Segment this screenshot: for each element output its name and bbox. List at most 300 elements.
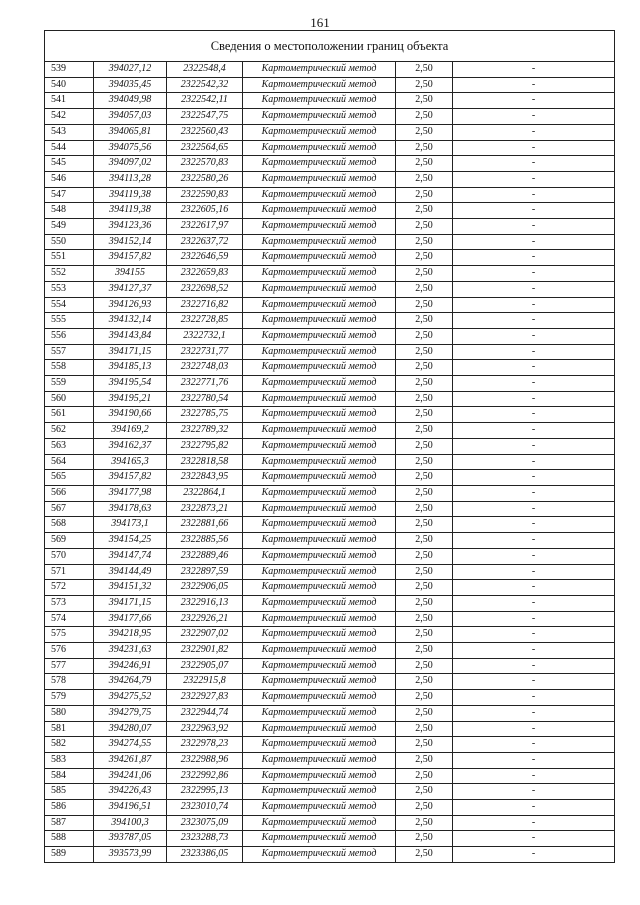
table-row [45,595,615,611]
accuracy-cell: 2,50 [396,124,453,140]
point-number-cell: 556 [45,328,94,344]
accuracy-cell: 2,50 [396,674,453,690]
y-coordinate-cell: 2322795,82 [167,438,243,454]
table-row [45,250,615,266]
note-cell: - [453,171,615,187]
method-cell: Картометрический метод [243,501,396,517]
x-coordinate-cell: 394154,25 [94,533,167,549]
note-cell: - [453,721,615,737]
accuracy-cell: 2,50 [396,203,453,219]
table-row [45,344,615,360]
method-cell: Картометрический метод [243,768,396,784]
x-coordinate-cell: 394035,45 [94,77,167,93]
accuracy-cell: 2,50 [396,219,453,235]
note-cell: - [453,737,615,753]
method-cell: Картометрический метод [243,140,396,156]
table-row [45,281,615,297]
note-cell: - [453,658,615,674]
method-cell: Картометрический метод [243,376,396,392]
point-number-cell: 572 [45,580,94,596]
accuracy-cell: 2,50 [396,721,453,737]
y-coordinate-cell: 2322785,75 [167,407,243,423]
point-number-cell: 560 [45,391,94,407]
accuracy-cell: 2,50 [396,595,453,611]
method-cell: Картометрический метод [243,156,396,172]
point-number-cell: 546 [45,171,94,187]
y-coordinate-cell: 2322915,8 [167,674,243,690]
boundary-coordinates-table [44,30,615,863]
y-coordinate-cell: 2322605,16 [167,203,243,219]
note-cell: - [453,281,615,297]
x-coordinate-cell: 394231,63 [94,643,167,659]
y-coordinate-cell: 2322901,82 [167,643,243,659]
x-coordinate-cell: 394155 [94,266,167,282]
table-row [45,407,615,423]
y-coordinate-cell: 2322944,74 [167,705,243,721]
method-cell: Картометрический метод [243,737,396,753]
table-row [45,737,615,753]
point-number-cell: 589 [45,847,94,863]
table-row [45,77,615,93]
note-cell: - [453,62,615,78]
note-cell: - [453,140,615,156]
table-row [45,831,615,847]
table-row [45,470,615,486]
method-cell: Картометрический метод [243,815,396,831]
note-cell: - [453,454,615,470]
note-cell: - [453,815,615,831]
y-coordinate-cell: 2322771,76 [167,376,243,392]
x-coordinate-cell: 394178,63 [94,501,167,517]
point-number-cell: 586 [45,800,94,816]
table-row [45,187,615,203]
point-number-cell: 568 [45,517,94,533]
y-coordinate-cell: 2322897,59 [167,564,243,580]
x-coordinate-cell: 394027,12 [94,62,167,78]
note-cell: - [453,768,615,784]
accuracy-cell: 2,50 [396,533,453,549]
accuracy-cell: 2,50 [396,109,453,125]
note-cell: - [453,564,615,580]
note-cell: - [453,407,615,423]
table-row [45,752,615,768]
table-row [45,815,615,831]
note-cell: - [453,533,615,549]
method-cell: Картометрический метод [243,595,396,611]
method-cell: Картометрический метод [243,580,396,596]
x-coordinate-cell: 394196,51 [94,800,167,816]
point-number-cell: 584 [45,768,94,784]
accuracy-cell: 2,50 [396,281,453,297]
note-cell: - [453,376,615,392]
table-row [45,501,615,517]
table-title: Сведения о местоположении границ объекта [45,31,615,62]
x-coordinate-cell: 394264,79 [94,674,167,690]
y-coordinate-cell: 2322926,21 [167,611,243,627]
method-cell: Картометрический метод [243,391,396,407]
table-row [45,485,615,501]
method-cell: Картометрический метод [243,109,396,125]
x-coordinate-cell: 394279,75 [94,705,167,721]
point-number-cell: 563 [45,438,94,454]
accuracy-cell: 2,50 [396,187,453,203]
point-number-cell: 578 [45,674,94,690]
y-coordinate-cell: 2322542,32 [167,77,243,93]
accuracy-cell: 2,50 [396,234,453,250]
method-cell: Картометрический метод [243,187,396,203]
note-cell: - [453,674,615,690]
table-row [45,297,615,313]
table-row [45,627,615,643]
note-cell: - [453,313,615,329]
accuracy-cell: 2,50 [396,611,453,627]
y-coordinate-cell: 2322548,4 [167,62,243,78]
method-cell: Картометрический метод [243,721,396,737]
table-row [45,376,615,392]
method-cell: Картометрический метод [243,705,396,721]
method-cell: Картометрический метод [243,360,396,376]
x-coordinate-cell: 394261,87 [94,752,167,768]
point-number-cell: 566 [45,485,94,501]
accuracy-cell: 2,50 [396,470,453,486]
method-cell: Картометрический метод [243,438,396,454]
accuracy-cell: 2,50 [396,627,453,643]
y-coordinate-cell: 2322906,05 [167,580,243,596]
x-coordinate-cell: 394275,52 [94,690,167,706]
x-coordinate-cell: 394127,37 [94,281,167,297]
y-coordinate-cell: 2322916,13 [167,595,243,611]
y-coordinate-cell: 2322864,1 [167,485,243,501]
x-coordinate-cell: 394123,36 [94,219,167,235]
method-cell: Картометрический метод [243,548,396,564]
y-coordinate-cell: 2322978,23 [167,737,243,753]
table-row [45,171,615,187]
y-coordinate-cell: 2322988,96 [167,752,243,768]
note-cell: - [453,784,615,800]
point-number-cell: 554 [45,297,94,313]
accuracy-cell: 2,50 [396,328,453,344]
method-cell: Картометрический метод [243,344,396,360]
y-coordinate-cell: 2322716,82 [167,297,243,313]
y-coordinate-cell: 2322881,66 [167,517,243,533]
method-cell: Картометрический метод [243,328,396,344]
x-coordinate-cell: 394151,32 [94,580,167,596]
method-cell: Картометрический метод [243,454,396,470]
x-coordinate-cell: 394097,02 [94,156,167,172]
accuracy-cell: 2,50 [396,313,453,329]
y-coordinate-cell: 2322564,65 [167,140,243,156]
accuracy-cell: 2,50 [396,847,453,863]
point-number-cell: 588 [45,831,94,847]
y-coordinate-cell: 2322728,85 [167,313,243,329]
note-cell: - [453,548,615,564]
point-number-cell: 562 [45,423,94,439]
note-cell: - [453,391,615,407]
note-cell: - [453,847,615,863]
x-coordinate-cell: 394218,95 [94,627,167,643]
table-row [45,203,615,219]
point-number-cell: 583 [45,752,94,768]
note-cell: - [453,77,615,93]
accuracy-cell: 2,50 [396,344,453,360]
y-coordinate-cell: 2322580,26 [167,171,243,187]
method-cell: Картометрический метод [243,564,396,580]
x-coordinate-cell: 394126,93 [94,297,167,313]
table-row [45,800,615,816]
accuracy-cell: 2,50 [396,517,453,533]
accuracy-cell: 2,50 [396,93,453,109]
method-cell: Картометрический метод [243,831,396,847]
point-number-cell: 548 [45,203,94,219]
y-coordinate-cell: 2322992,86 [167,768,243,784]
table-row [45,548,615,564]
accuracy-cell: 2,50 [396,815,453,831]
table-row [45,580,615,596]
point-number-cell: 565 [45,470,94,486]
note-cell: - [453,109,615,125]
note-cell: - [453,250,615,266]
note-cell: - [453,595,615,611]
y-coordinate-cell: 2322570,83 [167,156,243,172]
method-cell: Картометрический метод [243,62,396,78]
x-coordinate-cell: 393787,05 [94,831,167,847]
y-coordinate-cell: 2322646,59 [167,250,243,266]
point-number-cell: 581 [45,721,94,737]
note-cell: - [453,752,615,768]
method-cell: Картометрический метод [243,124,396,140]
y-coordinate-cell: 2322542,11 [167,93,243,109]
y-coordinate-cell: 2322560,43 [167,124,243,140]
x-coordinate-cell: 394152,14 [94,234,167,250]
accuracy-cell: 2,50 [396,77,453,93]
y-coordinate-cell: 2323010,74 [167,800,243,816]
x-coordinate-cell: 394171,15 [94,595,167,611]
y-coordinate-cell: 2322748,03 [167,360,243,376]
point-number-cell: 540 [45,77,94,93]
point-number-cell: 550 [45,234,94,250]
x-coordinate-cell: 394132,14 [94,313,167,329]
point-number-cell: 569 [45,533,94,549]
method-cell: Картометрический метод [243,611,396,627]
note-cell: - [453,328,615,344]
table-row [45,62,615,78]
accuracy-cell: 2,50 [396,737,453,753]
note-cell: - [453,800,615,816]
accuracy-cell: 2,50 [396,768,453,784]
method-cell: Картометрический метод [243,266,396,282]
y-coordinate-cell: 2322590,83 [167,187,243,203]
x-coordinate-cell: 393573,99 [94,847,167,863]
method-cell: Картометрический метод [243,423,396,439]
method-cell: Картометрический метод [243,517,396,533]
x-coordinate-cell: 394177,66 [94,611,167,627]
y-coordinate-cell: 2322905,07 [167,658,243,674]
point-number-cell: 561 [45,407,94,423]
point-number-cell: 574 [45,611,94,627]
table-row [45,784,615,800]
table-row [45,391,615,407]
point-number-cell: 575 [45,627,94,643]
note-cell: - [453,344,615,360]
accuracy-cell: 2,50 [396,140,453,156]
table-row [45,517,615,533]
note-cell: - [453,611,615,627]
accuracy-cell: 2,50 [396,454,453,470]
y-coordinate-cell: 2322780,54 [167,391,243,407]
accuracy-cell: 2,50 [396,360,453,376]
note-cell: - [453,297,615,313]
y-coordinate-cell: 2323075,09 [167,815,243,831]
x-coordinate-cell: 394190,66 [94,407,167,423]
method-cell: Картометрический метод [243,690,396,706]
note-cell: - [453,643,615,659]
method-cell: Картометрический метод [243,485,396,501]
point-number-cell: 585 [45,784,94,800]
note-cell: - [453,124,615,140]
note-cell: - [453,266,615,282]
table-row [45,328,615,344]
accuracy-cell: 2,50 [396,501,453,517]
point-number-cell: 571 [45,564,94,580]
accuracy-cell: 2,50 [396,407,453,423]
table-row [45,674,615,690]
accuracy-cell: 2,50 [396,831,453,847]
table-row [45,643,615,659]
method-cell: Картометрический метод [243,643,396,659]
point-number-cell: 567 [45,501,94,517]
x-coordinate-cell: 394147,74 [94,548,167,564]
y-coordinate-cell: 2322731,77 [167,344,243,360]
x-coordinate-cell: 394057,03 [94,109,167,125]
table-row [45,705,615,721]
note-cell: - [453,831,615,847]
x-coordinate-cell: 394280,07 [94,721,167,737]
note-cell: - [453,187,615,203]
point-number-cell: 545 [45,156,94,172]
x-coordinate-cell: 394113,28 [94,171,167,187]
table-row [45,533,615,549]
accuracy-cell: 2,50 [396,800,453,816]
table-row [45,611,615,627]
method-cell: Картометрический метод [243,313,396,329]
point-number-cell: 552 [45,266,94,282]
table-row [45,234,615,250]
x-coordinate-cell: 394274,55 [94,737,167,753]
x-coordinate-cell: 394065,81 [94,124,167,140]
note-cell: - [453,93,615,109]
accuracy-cell: 2,50 [396,690,453,706]
point-number-cell: 559 [45,376,94,392]
point-number-cell: 577 [45,658,94,674]
x-coordinate-cell: 394157,82 [94,470,167,486]
point-number-cell: 558 [45,360,94,376]
accuracy-cell: 2,50 [396,705,453,721]
method-cell: Картометрический метод [243,219,396,235]
y-coordinate-cell: 2322789,32 [167,423,243,439]
method-cell: Картометрический метод [243,847,396,863]
y-coordinate-cell: 2322698,52 [167,281,243,297]
method-cell: Картометрический метод [243,470,396,486]
accuracy-cell: 2,50 [396,391,453,407]
y-coordinate-cell: 2322843,95 [167,470,243,486]
point-number-cell: 543 [45,124,94,140]
y-coordinate-cell: 2322889,46 [167,548,243,564]
point-number-cell: 547 [45,187,94,203]
x-coordinate-cell: 394177,98 [94,485,167,501]
point-number-cell: 582 [45,737,94,753]
x-coordinate-cell: 394162,37 [94,438,167,454]
y-coordinate-cell: 2322927,83 [167,690,243,706]
point-number-cell: 573 [45,595,94,611]
accuracy-cell: 2,50 [396,423,453,439]
accuracy-cell: 2,50 [396,156,453,172]
x-coordinate-cell: 394100,3 [94,815,167,831]
point-number-cell: 553 [45,281,94,297]
x-coordinate-cell: 394144,49 [94,564,167,580]
note-cell: - [453,517,615,533]
point-number-cell: 555 [45,313,94,329]
table-row [45,423,615,439]
method-cell: Картометрический метод [243,171,396,187]
method-cell: Картометрический метод [243,77,396,93]
x-coordinate-cell: 394226,43 [94,784,167,800]
y-coordinate-cell: 2322547,75 [167,109,243,125]
accuracy-cell: 2,50 [396,171,453,187]
point-number-cell: 564 [45,454,94,470]
x-coordinate-cell: 394171,15 [94,344,167,360]
note-cell: - [453,470,615,486]
y-coordinate-cell: 2322995,13 [167,784,243,800]
method-cell: Картометрический метод [243,281,396,297]
point-number-cell: 557 [45,344,94,360]
accuracy-cell: 2,50 [396,62,453,78]
method-cell: Картометрический метод [243,203,396,219]
x-coordinate-cell: 394143,84 [94,328,167,344]
point-number-cell: 539 [45,62,94,78]
accuracy-cell: 2,50 [396,752,453,768]
accuracy-cell: 2,50 [396,580,453,596]
method-cell: Картометрический метод [243,674,396,690]
x-coordinate-cell: 394049,98 [94,93,167,109]
method-cell: Картометрический метод [243,800,396,816]
x-coordinate-cell: 394173,1 [94,517,167,533]
table-row [45,266,615,282]
x-coordinate-cell: 394195,54 [94,376,167,392]
table-row [45,438,615,454]
point-number-cell: 541 [45,93,94,109]
method-cell: Картометрический метод [243,627,396,643]
accuracy-cell: 2,50 [396,438,453,454]
y-coordinate-cell: 2322873,21 [167,501,243,517]
table-row [45,140,615,156]
table-title-row [45,31,615,62]
table-row [45,93,615,109]
accuracy-cell: 2,50 [396,784,453,800]
method-cell: Картометрический метод [243,93,396,109]
accuracy-cell: 2,50 [396,658,453,674]
x-coordinate-cell: 394241,06 [94,768,167,784]
method-cell: Картометрический метод [243,297,396,313]
note-cell: - [453,485,615,501]
note-cell: - [453,423,615,439]
point-number-cell: 551 [45,250,94,266]
page-number: 161 [310,15,330,30]
table-row [45,658,615,674]
table-row [45,156,615,172]
method-cell: Картометрический метод [243,250,396,266]
point-number-cell: 542 [45,109,94,125]
method-cell: Картометрический метод [243,407,396,423]
